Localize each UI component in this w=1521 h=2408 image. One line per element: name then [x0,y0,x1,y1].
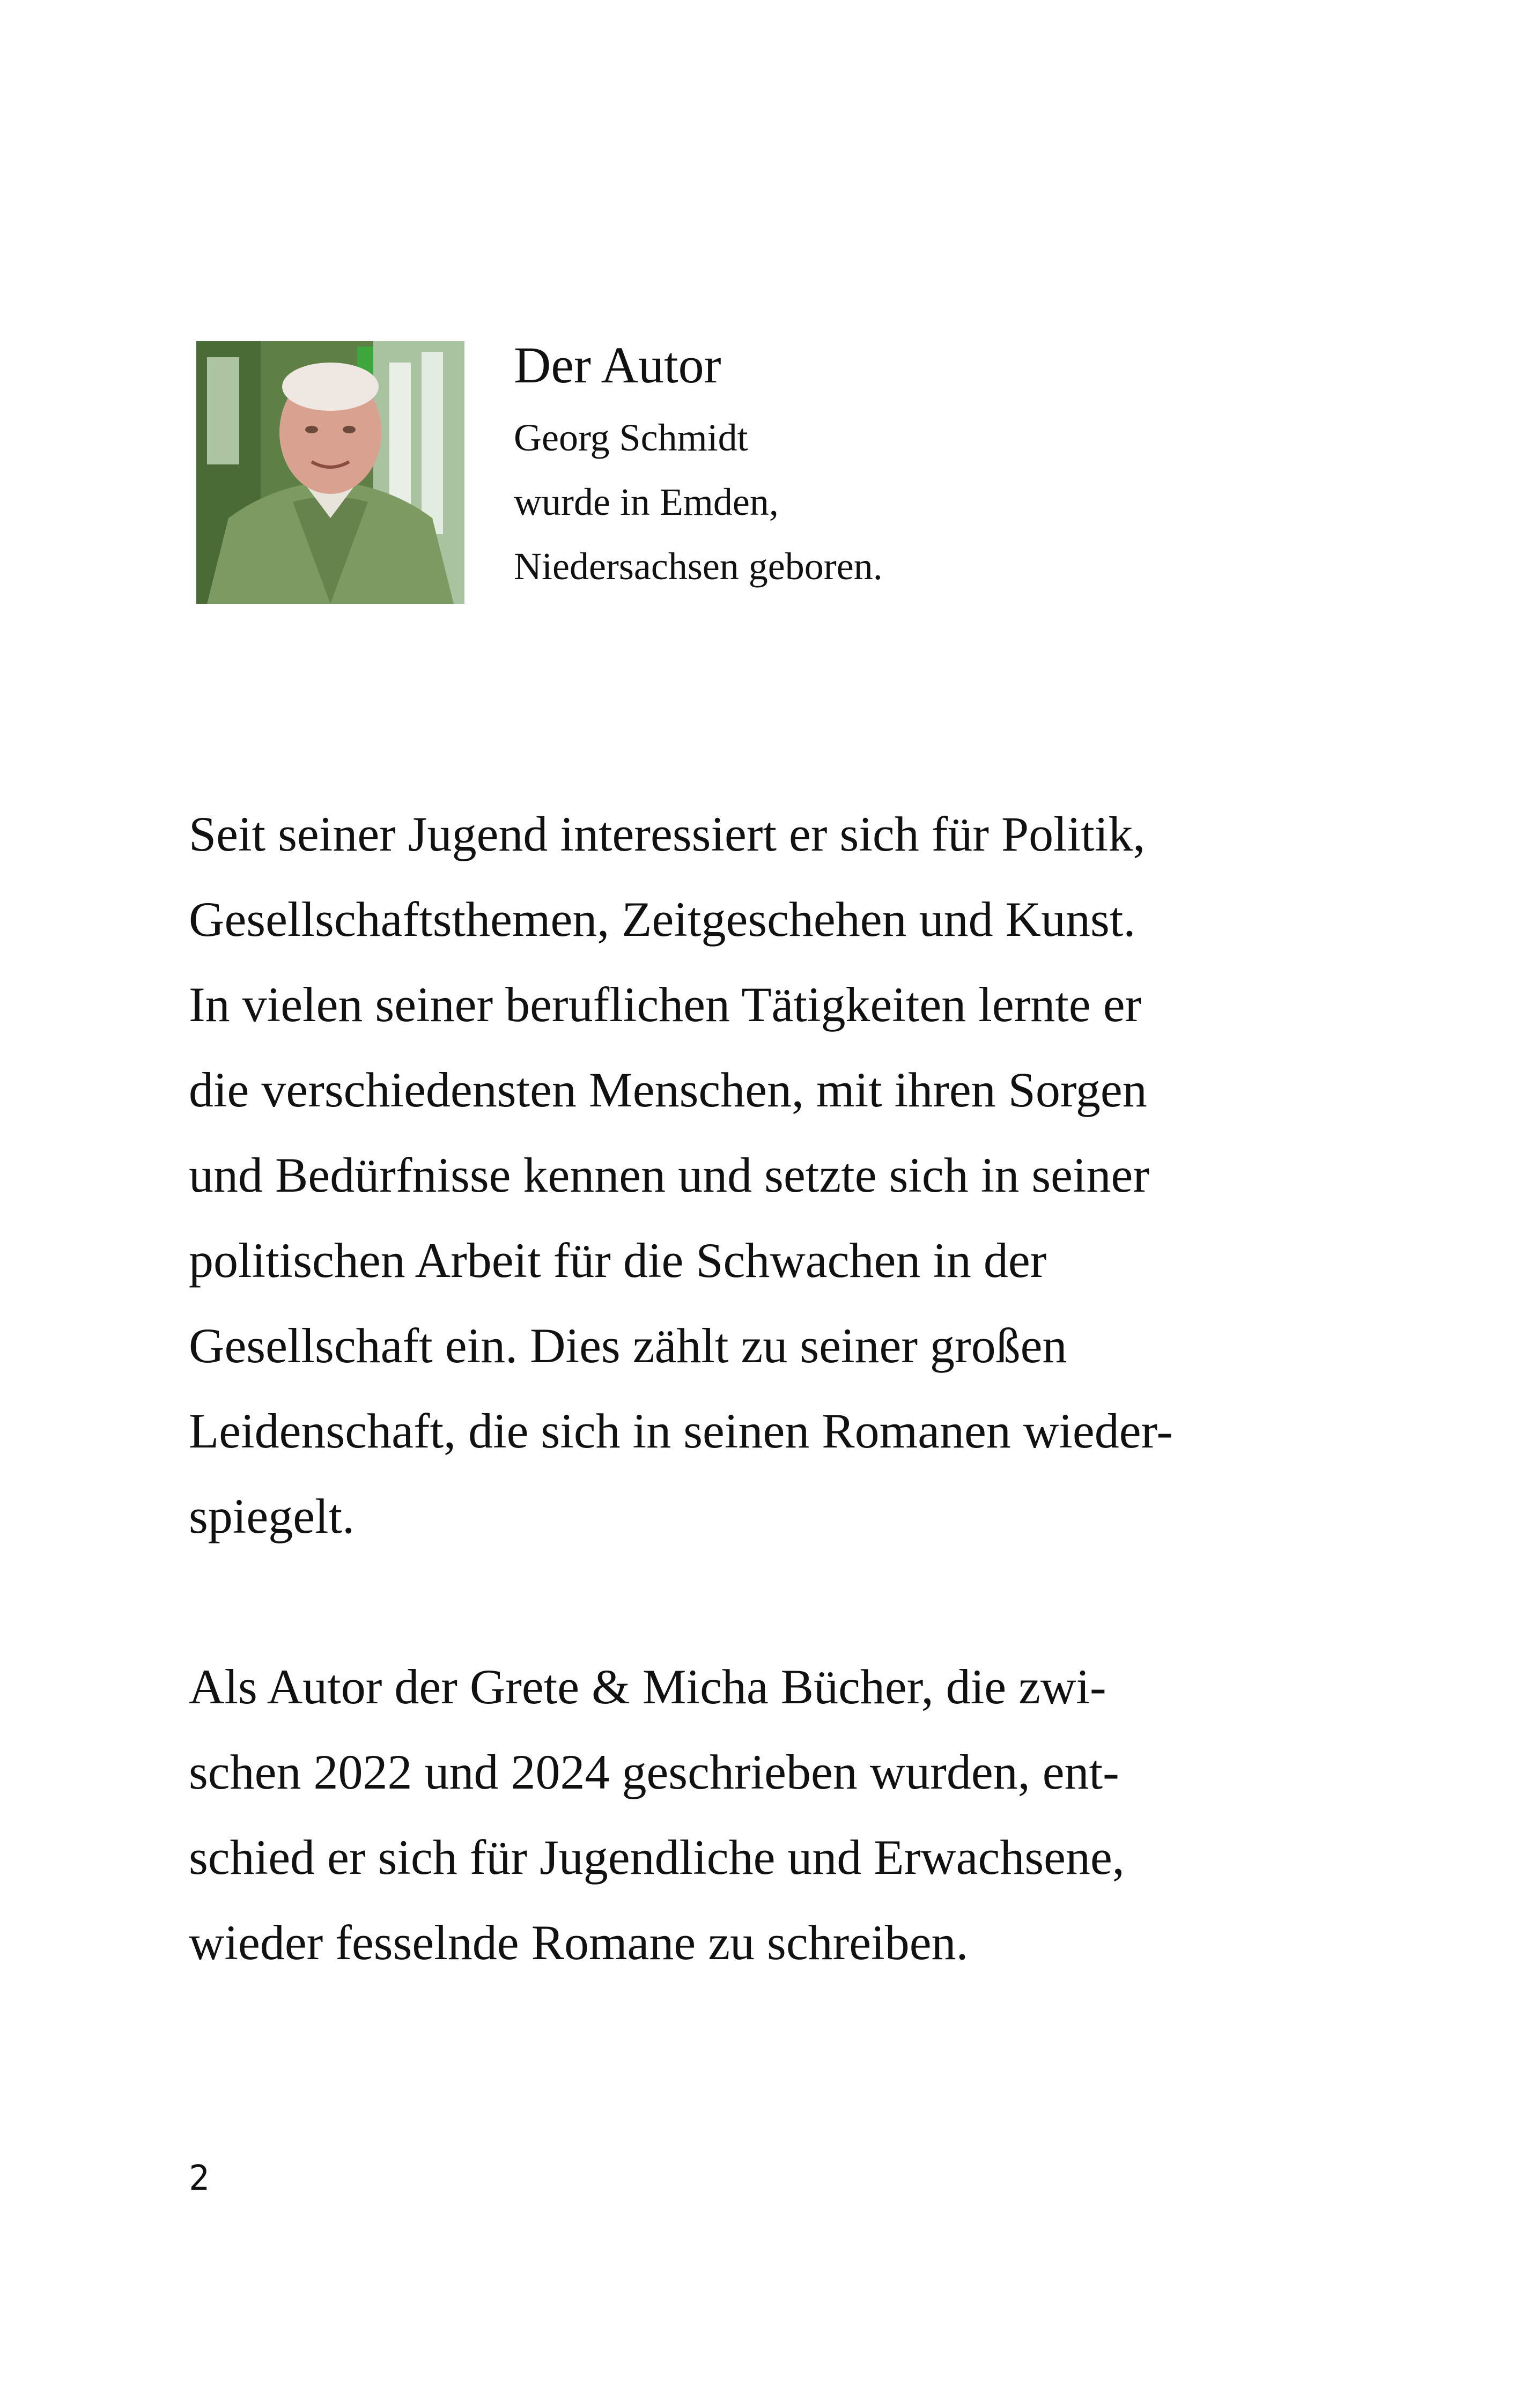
paragraph-spacer [189,1559,1337,1644]
text-line: Gesellschaft ein. Dies zählt zu seiner großen [189,1318,1067,1373]
author-photo [196,341,464,604]
text-line: schied er sich für Jugendliche und Erwachsene, [189,1830,1125,1885]
text-line: In vielen seiner beruflichen Tätigkeiten lernte er [189,977,1142,1032]
bio-paragraph-2 [189,1644,1337,1985]
text-line: die verschiedensten Menschen, mit ihren Sorgen [189,1062,1147,1117]
text-line: spiegelt. [189,1489,355,1543]
text-line: Gesellschaftsthemen, Zeitgeschehen und Kunst. [189,892,1136,947]
author-heading: Der Autor [514,336,721,394]
text-line: Leidenschaft, die sich in seinen Romanen wieder- [189,1404,1173,1458]
author-birthplace-line1: wurde in Emden, [514,480,779,523]
text-line: und Bedürfnisse kennen und setzte sich in seiner [189,1148,1149,1202]
text-line: politischen Arbeit für die Schwachen in der [189,1233,1047,1288]
author-bio [189,792,1337,1985]
author-portrait-icon [196,341,464,604]
author-name: Georg Schmidt [514,416,748,459]
text-line: Als Autor der Grete & Micha Bücher, die zwi- [189,1659,1106,1714]
author-info [514,337,1318,599]
text-line: Seit seiner Jugend interessiert er sich für Politik, [189,807,1146,861]
author-birthplace-line2: Niedersachsen geboren. [514,544,883,588]
text-line: wieder fesselnde Romane zu schreiben. [189,1915,969,1970]
page-number: 2 [189,2159,210,2198]
text-line: schen 2022 und 2024 geschrieben wurden, ent- [189,1745,1119,1799]
bio-paragraph-1 [189,792,1337,1559]
author-header [196,336,1323,604]
